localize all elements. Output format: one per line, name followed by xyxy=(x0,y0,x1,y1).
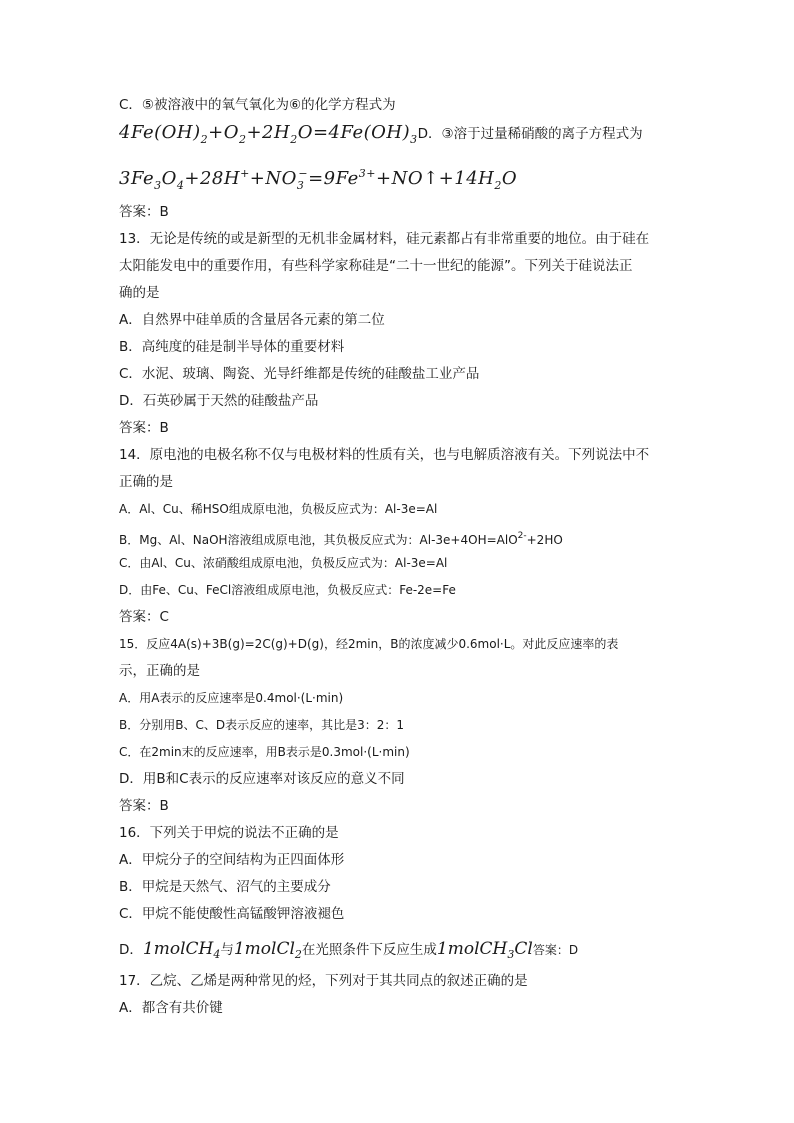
q14-option-a: A．Al、Cu、稀HSO组成原电池，负极反应式为：Al-3e=Al xyxy=(119,502,438,516)
q13-option-d: D．石英砂属于天然的硅酸盐产品 xyxy=(119,393,319,409)
q13-answer: 答案：B xyxy=(119,420,169,436)
q13-stem-line-3: 确的是 xyxy=(119,285,160,301)
q15-option-d: D．用B和C表示的反应速率对该反应的意义不同 xyxy=(119,771,405,787)
q12-equation-c: $4Fe(OH)_2+O_2+2H_2O=4Fe(OH)_3$ xyxy=(119,122,418,146)
q12-option-d-label: D．③溶于过量稀硝酸的离子方程式为 xyxy=(417,126,643,142)
q12-equation-d: $3Fe_3O_4+28H^++NO_3^-=9Fe^{3+}+NO↑+14H_2O$ xyxy=(119,167,518,192)
q15-stem-line-2: 示，正确的是 xyxy=(119,663,200,679)
q16-option-c: C．甲烷不能使酸性高锰酸钾溶液褪色 xyxy=(119,906,345,922)
q15-answer: 答案：B xyxy=(119,798,169,814)
q14-stem-line-1: 14．原电池的电极名称不仅与电极材料的性质有关，也与电解质溶液有关。下列说法中不 xyxy=(119,447,650,463)
q13-option-b: B．高纯度的硅是制半导体的重要材料 xyxy=(119,339,345,355)
q14-option-d: D．由Fe、Cu、FeCl溶液组成原电池，负极反应式：Fe-2e=Fe xyxy=(119,583,456,597)
q14-stem-line-2: 正确的是 xyxy=(119,474,173,490)
q17-option-a: A．都含有共价键 xyxy=(119,1000,223,1016)
q13-option-c: C．水泥、玻璃、陶瓷、光导纤维都是传统的硅酸盐工业产品 xyxy=(119,366,480,382)
q16-option-a: A．甲烷分子的空间结构为正四面体形 xyxy=(119,852,345,868)
q16-stem: 16．下列关于甲烷的说法不正确的是 xyxy=(119,825,339,841)
q14-answer: 答案：C xyxy=(119,609,169,625)
q14-option-b: B．Mg、Al、NaOH溶液组成原电池，其负极反应式为：Al-3e+4OH=AlO$^{2-}$+2HO xyxy=(119,531,563,547)
q14-option-c: C．由Al、Cu、浓硝酸组成原电池，负极反应式为：Al-3e=Al xyxy=(119,556,448,570)
q13-option-a: A．自然界中硅单质的含量居各元素的第二位 xyxy=(119,312,385,328)
q13-stem-line-2: 太阳能发电中的重要作用，有些科学家称硅是“二十一世纪的能源”。下列关于硅说法正 xyxy=(119,258,633,274)
q17-stem: 17．乙烷、乙烯是两种常见的烃，下列对于其共同点的叙述正确的是 xyxy=(119,973,528,989)
q15-stem-line-1: 15．反应4A(s)+3B(g)=2C(g)+D(g)，经2min，B的浓度减少0.6mol·L。对此反应速率的表 xyxy=(119,637,619,651)
q12-equation-line xyxy=(119,120,643,153)
q12-option-c-label: C．⑤被溶液中的氧气氧化为⑥的化学方程式为 xyxy=(119,97,396,113)
q16-option-d: D．1molCH$_4$与1molCl$_2$在光照条件下反应生成1molCH$_3$Cl答案：D xyxy=(119,939,579,961)
q13-stem-line-1: 13．无论是传统的或是新型的无机非金属材料，硅元素都占有非常重要的地位。由于硅在 xyxy=(119,231,650,247)
q15-option-c: C．在2min末的反应速率，用B表示是0.3mol·(L·min) xyxy=(119,745,410,759)
q12-answer: 答案：B xyxy=(119,204,169,220)
q15-option-b: B．分别用B、C、D表示反应的速率，其比是3：2：1 xyxy=(119,718,404,732)
q15-option-a: A．用A表示的反应速率是0.4mol·(L·min) xyxy=(119,691,344,705)
q16-option-b: B．甲烷是天然气、沼气的主要成分 xyxy=(119,879,331,895)
q16-answer: 答案：D xyxy=(532,943,579,957)
